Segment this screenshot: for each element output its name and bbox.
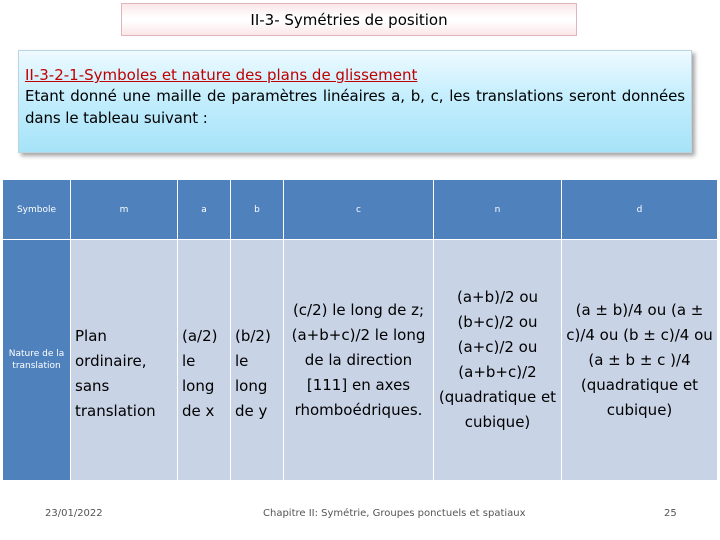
cell-m: Plan ordinaire, sans translation [71,240,178,481]
table-header-row [3,180,718,240]
cell-c: (c/2) le long de z; (a+b+c)/2 le long de la direction [111] en axes rhomboédriques. [284,240,434,481]
header-a: a [178,180,231,240]
footer-page-number: 25 [664,508,677,519]
cell-n: (a+b)/2 ou (b+c)/2 ou (a+c)/2 ou (a+b+c)/2 (quadratique et cubique) [434,240,562,481]
header-m: m [71,180,178,240]
intro-text: Etant donné une maille de paramètres linéaires a, b, c, les translations seront données dans le tableau suivant : [25,87,685,127]
cell-d: (a ± b)/4 ou (a ± c)/4 ou (b ± c)/4 ou (a ± b ± c )/4 (quadratique et cubique) [562,240,718,481]
slide-title-bar [121,3,577,36]
cell-a: (a/2) le long de x [178,240,231,481]
cell-b: (b/2) le long de y [231,240,284,481]
header-d: d [562,180,718,240]
footer-chapter: Chapitre II: Symétrie, Groupes ponctuels et spatiaux [263,508,526,519]
translation-table [2,179,717,481]
footer-date: 23/01/2022 [45,508,103,519]
intro-box [18,50,692,153]
slide-title: II-3- Symétries de position [250,10,448,29]
row-label: Nature de la translation [3,240,71,481]
table-row [3,240,718,481]
section-heading: II-3-2-1-Symboles et nature des plans de glissement [25,66,418,84]
header-n: n [434,180,562,240]
header-symbole: Symbole [3,180,71,240]
header-c: c [284,180,434,240]
header-b: b [231,180,284,240]
